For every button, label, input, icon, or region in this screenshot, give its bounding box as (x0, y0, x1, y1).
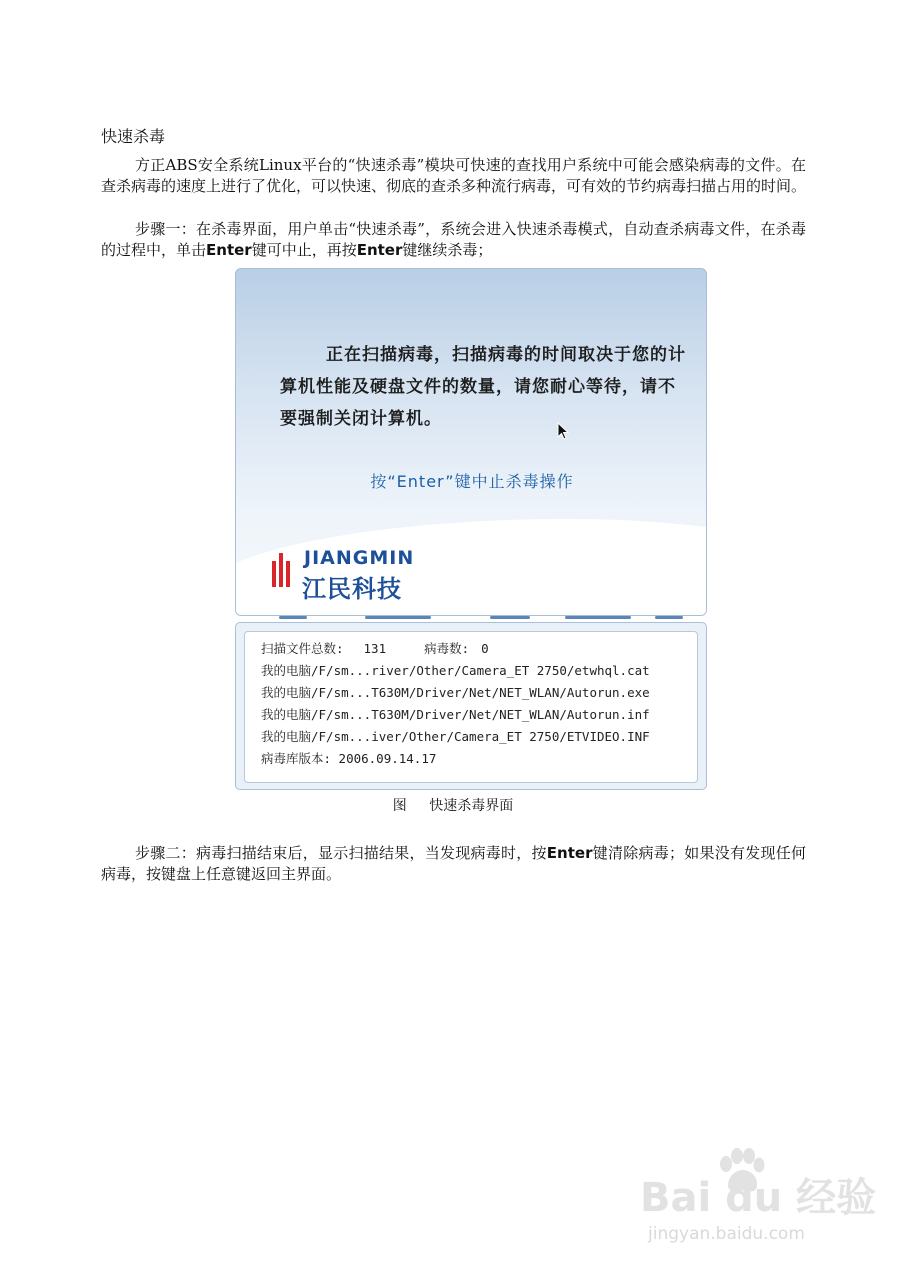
db-version: 病毒库版本: 2006.09.14.17 (261, 751, 437, 766)
step-one-paragraph (101, 219, 806, 261)
step-two-text-b: 键清除病毒；如果没有发现任何病毒，按键盘上任意键返回主界面。 (101, 844, 806, 883)
file-path-row: 我的电脑/F/sm...iver/Other/Camera_ET 2750/ETVIDEO.INF (261, 729, 650, 744)
mouse-pointer-icon (557, 422, 569, 440)
scanned-value: 131 (363, 641, 387, 656)
enter-key-3: Enter (546, 844, 593, 862)
enter-key-2: Enter (356, 241, 403, 259)
virus-count-label: 病毒数: (424, 641, 470, 656)
scan-counts-row (261, 638, 489, 660)
file-path-row: 我的电脑/F/sm...T630M/Driver/Net/NET_WLAN/Autorun.inf (261, 707, 650, 722)
virus-count-value: 0 (481, 641, 489, 656)
file-path-row: 我的电脑/F/sm...river/Other/Camera_ET 2750/etwhql.cat (261, 663, 650, 678)
file-path-row: 我的电脑/F/sm...T630M/Driver/Net/NET_WLAN/Autorun.exe (261, 685, 650, 700)
scan-panel (235, 268, 707, 616)
jiangmin-logo-icon (272, 553, 294, 587)
watermark-main: Bai du 经验 (640, 1175, 877, 1221)
baidu-watermark (640, 1148, 877, 1258)
panel-separator (235, 614, 707, 622)
logo-chinese: 江民科技 (302, 575, 402, 603)
status-panel (235, 622, 707, 790)
scanned-label: 扫描文件总数: (261, 641, 344, 656)
section-heading: 快速杀毒 (101, 127, 166, 146)
enter-key-1: Enter (206, 241, 252, 259)
step-two-paragraph (101, 843, 806, 885)
scan-message: 正在扫描病毒，扫描病毒的时间取决于您的计算机性能及硬盘文件的数量，请您耐心等待，请不要强制关闭计算机。 (280, 345, 686, 429)
step-one-text-c: 键继续杀毒； (402, 241, 493, 259)
step-two-text-a: 步骤二：病毒扫描结束后，显示扫描结果，当发现病毒时，按 (135, 844, 547, 862)
status-list (244, 631, 698, 783)
figure-caption: 图 快速杀毒界面 (392, 798, 514, 814)
logo-english: JIANGMIN (304, 547, 415, 569)
step-one-text-b: 键可中止，再按 (251, 241, 357, 259)
abort-hint[interactable]: 按“Enter”键中止杀毒操作 (370, 472, 574, 491)
antivirus-screenshot (235, 268, 707, 788)
watermark-url: jingyan.baidu.com (648, 1224, 805, 1244)
step-one-text-a: 步骤一：在杀毒界面，用户单击“快速杀毒”，系统会进入快速杀毒模式，自动查杀病毒文件，在杀毒的过程中，单击 (101, 220, 806, 259)
intro-paragraph: 方正ABS安全系统Linux平台的“快速杀毒”模块可快速的查找用户系统中可能会感染病毒的文件。在查杀病毒的速度上进行了优化，可以快速、彻底的查杀多种流行病毒，可有效的节约病毒扫描占用的时间。 (101, 156, 807, 195)
